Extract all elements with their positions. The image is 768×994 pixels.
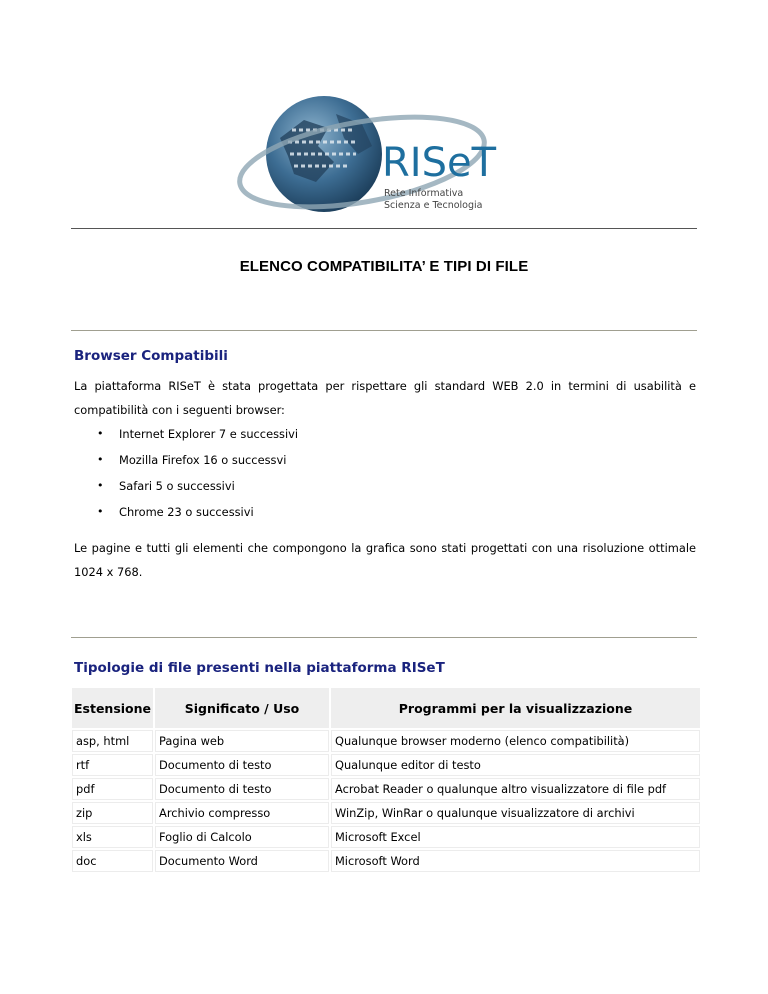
logo-brand: RISeT xyxy=(382,140,497,186)
logo-line2: Scienza e Tecnologia xyxy=(384,200,483,211)
table-row xyxy=(72,826,700,848)
table-row xyxy=(72,850,700,872)
page-title: ELENCO COMPATIBILITA’ E TIPI DI FILE xyxy=(239,258,529,275)
meaning-cell: Documento di testo xyxy=(155,778,329,800)
programs-cell: Acrobat Reader o qualunque altro visualizzatore di file pdf xyxy=(331,778,700,800)
files-heading: Tipologie di file presenti nella piattaforma RISeT xyxy=(74,660,445,676)
resolution-note: Le pagine e tutti gli elementi che compongono la grafica sono stati progettati con una risoluzione ottimale 1024 x 768. xyxy=(74,541,696,579)
extension-cell: doc xyxy=(72,850,153,872)
table-row xyxy=(72,754,700,776)
programs-cell: Microsoft Word xyxy=(331,850,700,872)
extension-cell: xls xyxy=(72,826,153,848)
meaning-cell: Documento di testo xyxy=(155,754,329,776)
browser-name: Mozilla Firefox 16 o successvi xyxy=(119,453,287,467)
bullet-icon: • xyxy=(97,505,104,518)
bullet-icon: • xyxy=(97,479,104,492)
programs-cell: Qualunque browser moderno (elenco compatibilità) xyxy=(331,730,700,752)
meaning-cell: Documento Word xyxy=(155,850,329,872)
extension-cell: pdf xyxy=(72,778,153,800)
list-item xyxy=(74,504,298,530)
meaning-cell: Archivio compresso xyxy=(155,802,329,824)
programs-cell: Microsoft Excel xyxy=(331,826,700,848)
table-row xyxy=(72,730,700,752)
column-header: Programmi per la visualizzazione xyxy=(331,688,700,728)
browser-name: Internet Explorer 7 e successivi xyxy=(119,427,299,441)
list-item xyxy=(74,478,298,504)
extension-cell: rtf xyxy=(72,754,153,776)
table-row xyxy=(72,778,700,800)
bullet-icon: • xyxy=(97,453,104,466)
list-item xyxy=(74,426,298,452)
riset-logo xyxy=(232,84,536,228)
table-header-row xyxy=(72,688,700,728)
extension-cell: zip xyxy=(72,802,153,824)
section-divider xyxy=(71,330,697,331)
browser-intro: La piattaforma RISeT è stata progettata per rispettare gli standard WEB 2.0 in termini di usabilità e compatibilità con i seguenti browser: xyxy=(74,379,696,417)
programs-cell: Qualunque editor di testo xyxy=(331,754,700,776)
extension-cell: asp, html xyxy=(72,730,153,752)
list-item xyxy=(74,452,298,478)
column-header: Estensione xyxy=(72,688,153,728)
file-types-table xyxy=(70,686,702,874)
programs-cell: WinZip, WinRar o qualunque visualizzatore di archivi xyxy=(331,802,700,824)
browser-list xyxy=(74,426,298,530)
column-header: Significato / Uso xyxy=(155,688,329,728)
browser-name: Safari 5 o successivi xyxy=(119,479,235,493)
bullet-icon: • xyxy=(97,427,104,440)
browser-heading: Browser Compatibili xyxy=(74,348,228,364)
meaning-cell: Foglio di Calcolo xyxy=(155,826,329,848)
meaning-cell: Pagina web xyxy=(155,730,329,752)
table-row xyxy=(72,802,700,824)
logo-line1: Rete Informativa xyxy=(384,188,464,199)
header-divider xyxy=(71,228,697,229)
browser-name: Chrome 23 o successivi xyxy=(119,505,254,519)
section-divider xyxy=(71,637,697,638)
